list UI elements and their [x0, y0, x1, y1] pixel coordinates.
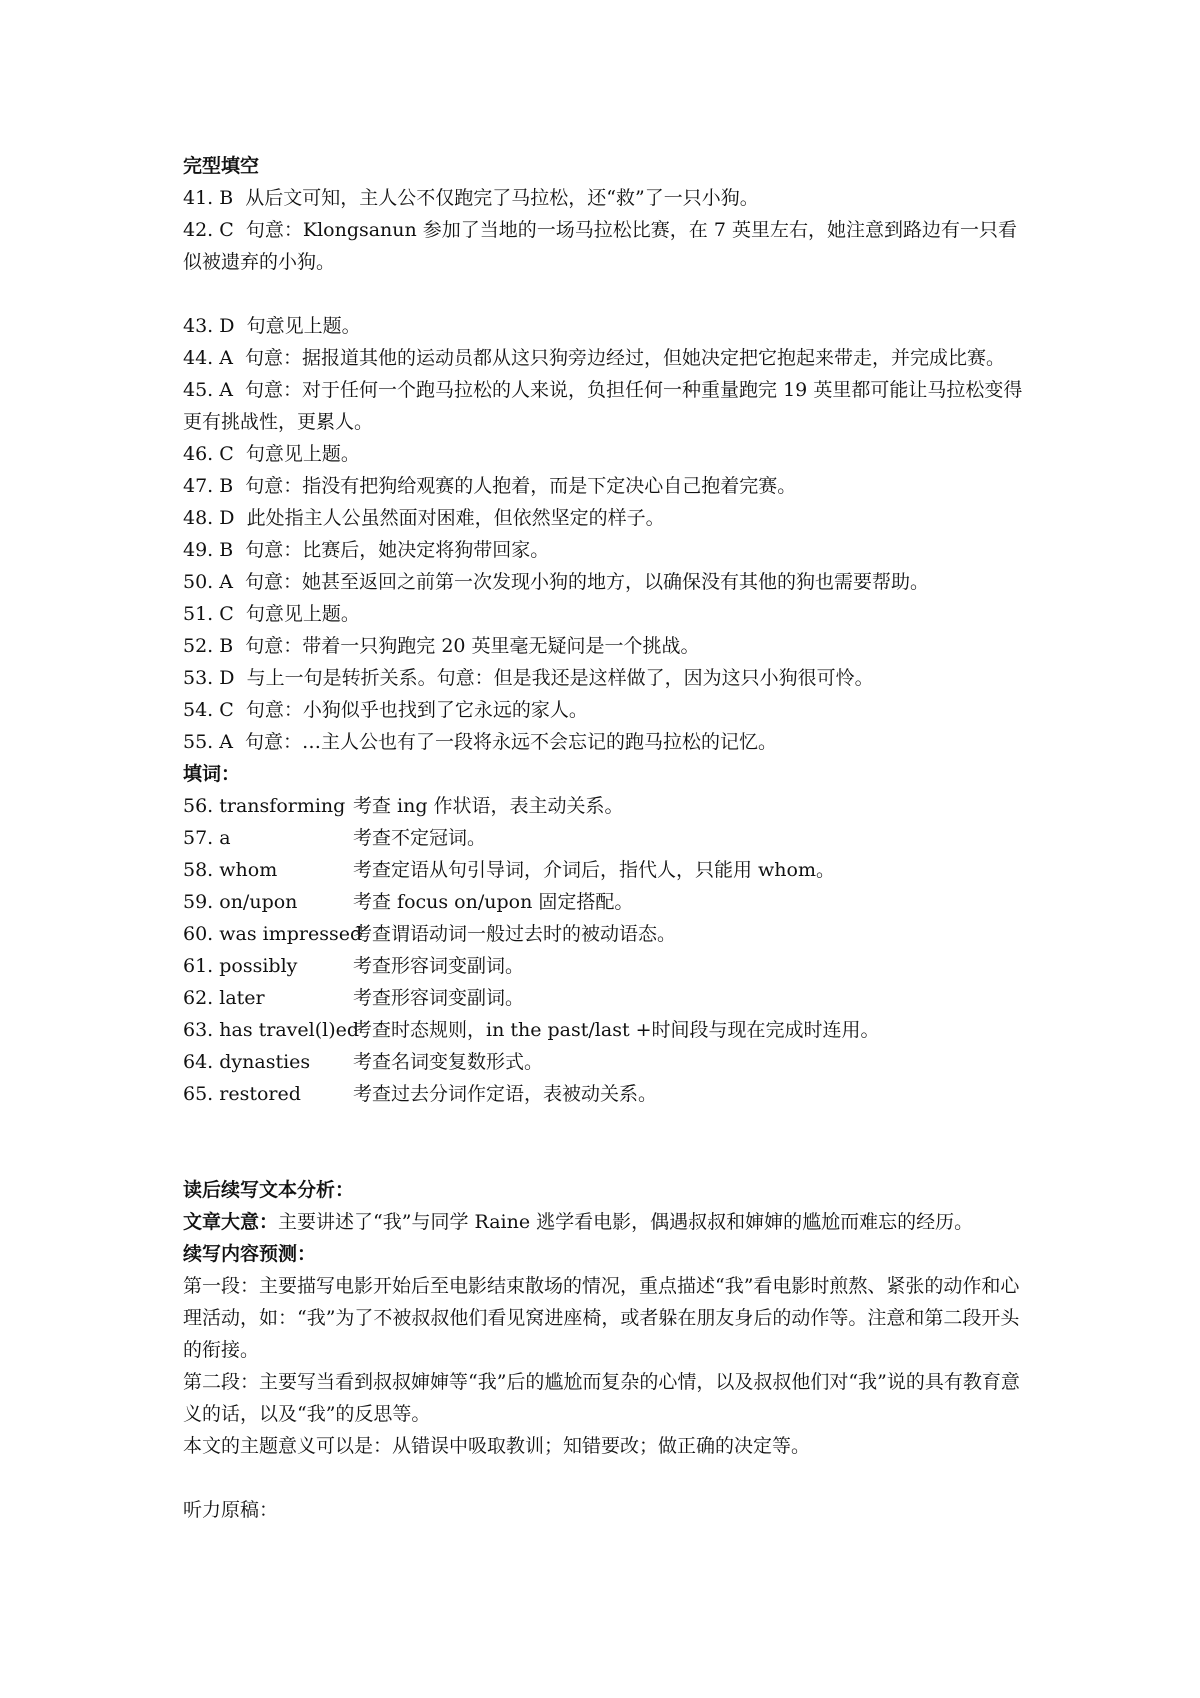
fill-item-59 — [183, 886, 1023, 918]
cloze-heading: 完型填空 — [183, 155, 260, 177]
writing-heading: 读后续写文本分析： — [183, 1179, 355, 1201]
answer-item-48: 48. D 此处指主人公虽然面对困难，但依然坚定的样子。 — [183, 507, 665, 529]
answer-item-41: 41. B 从后文可知，主人公不仅跑完了马拉松，还“救”了一只小狗。 — [183, 187, 759, 209]
fill-answer: 56. transforming — [183, 795, 346, 817]
fill-answer: 63. has travel(l)ed — [183, 1019, 360, 1041]
answer-item-54: 54. C 句意：小狗似乎也找到了它永远的家人。 — [183, 699, 588, 721]
fill-item-61 — [183, 950, 1023, 982]
fill-answer: 62. later — [183, 987, 265, 1009]
fill-explanation: 考查过去分词作定语，表被动关系。 — [353, 1083, 658, 1105]
fill-explanation: 考查不定冠词。 — [353, 827, 487, 849]
fill-heading: 填词： — [183, 763, 241, 785]
prediction-paragraph-2: 第二段：主要写当看到叔叔婶婶等“我”后的尴尬而复杂的心情，以及叔叔他们对“我”说的具有教育意义的话，以及“我”的反思等。 — [183, 1371, 1020, 1425]
fill-explanation: 考查 ing 作状语，表主动关系。 — [353, 795, 624, 817]
answer-item-45: 45. A 句意：对于任何一个跑马拉松的人来说，负担任何一种重量跑完 19 英里都可能让马拉松变得更有挑战性，更累人。 — [183, 379, 1023, 433]
answer-item-42: 42. C 句意：Klongsanun 参加了当地的一场马拉松比赛，在 7 英里左右，她注意到路边有一只看似被遗弃的小狗。 — [183, 219, 1017, 273]
fill-item-57 — [183, 822, 1023, 854]
prediction-heading: 续写内容预测： — [183, 1243, 317, 1265]
answer-item-51: 51. C 句意见上题。 — [183, 603, 360, 625]
fill-answer: 57. a — [183, 827, 231, 849]
fill-answer: 59. on/upon — [183, 891, 298, 913]
answer-item-49: 49. B 句意：比赛后，她决定将狗带回家。 — [183, 539, 550, 561]
fill-explanation: 考查名词变复数形式。 — [353, 1051, 544, 1073]
fill-answer: 61. possibly — [183, 955, 298, 977]
fill-answer: 60. was impressed — [183, 923, 363, 945]
theme-paragraph: 本文的主题意义可以是：从错误中吸取教训；知错要改；做正确的决定等。 — [183, 1435, 811, 1457]
fill-explanation: 考查时态规则，in the past/last +时间段与现在完成时连用。 — [353, 1019, 880, 1041]
answer-item-47: 47. B 句意：指没有把狗给观赛的人抱着，而是下定决心自己抱着完赛。 — [183, 475, 797, 497]
answer-item-50: 50. A 句意：她甚至返回之前第一次发现小狗的地方，以确保没有其他的狗也需要帮助。 — [183, 571, 930, 593]
fill-answer: 64. dynasties — [183, 1051, 311, 1073]
blank-line — [183, 278, 1023, 310]
answer-item-53: 53. D 与上一句是转折关系。句意：但是我还是这样做了，因为这只小狗很可怜。 — [183, 667, 874, 689]
answer-item-52: 52. B 句意：带着一只狗跑完 20 英里毫无疑问是一个挑战。 — [183, 635, 700, 657]
blank-line — [183, 1462, 1023, 1494]
fill-explanation: 考查形容词变副词。 — [353, 987, 525, 1009]
fill-item-63 — [183, 1014, 1023, 1046]
prediction-paragraph-1: 第一段：主要描写电影开始后至电影结束散场的情况，重点描述“我”看电影时煎熬、紧张的动作和心理活动，如：“我”为了不被叔叔他们看见窝进座椅，或者躲在朋友身后的动作等。注意和第二段开头的衔接。 — [183, 1275, 1020, 1361]
summary-text: 主要讲述了“我”与同学 Raine 逃学看电影，偶遇叔叔和婶婶的尴尬而难忘的经历。 — [278, 1211, 974, 1233]
fill-explanation: 考查定语从句引导词，介词后，指代人，只能用 whom。 — [353, 859, 835, 881]
blank-lines — [183, 1110, 1023, 1174]
fill-item-62 — [183, 982, 1023, 1014]
fill-item-65 — [183, 1078, 1023, 1110]
fill-item-56 — [183, 790, 1023, 822]
fill-answer: 65. restored — [183, 1083, 301, 1105]
summary-label: 文章大意： — [183, 1211, 279, 1233]
fill-answer: 58. whom — [183, 859, 278, 881]
answer-item-43: 43. D 句意见上题。 — [183, 315, 361, 337]
answer-key-document — [183, 150, 1023, 1526]
answer-item-44: 44. A 句意：据报道其他的运动员都从这只狗旁边经过，但她决定把它抱起来带走，并完成比赛。 — [183, 347, 1006, 369]
listening-heading: 听力原稿： — [183, 1499, 279, 1521]
fill-explanation: 考查谓语动词一般过去时的被动语态。 — [353, 923, 677, 945]
fill-explanation: 考查形容词变副词。 — [353, 955, 525, 977]
fill-item-60 — [183, 918, 1023, 950]
fill-item-64 — [183, 1046, 1023, 1078]
answer-item-55: 55. A 句意：…主人公也有了一段将永远不会忘记的跑马拉松的记忆。 — [183, 731, 778, 753]
fill-explanation: 考查 focus on/upon 固定搭配。 — [353, 891, 634, 913]
fill-item-58 — [183, 854, 1023, 886]
answer-item-46: 46. C 句意见上题。 — [183, 443, 360, 465]
summary-paragraph — [183, 1206, 1023, 1238]
